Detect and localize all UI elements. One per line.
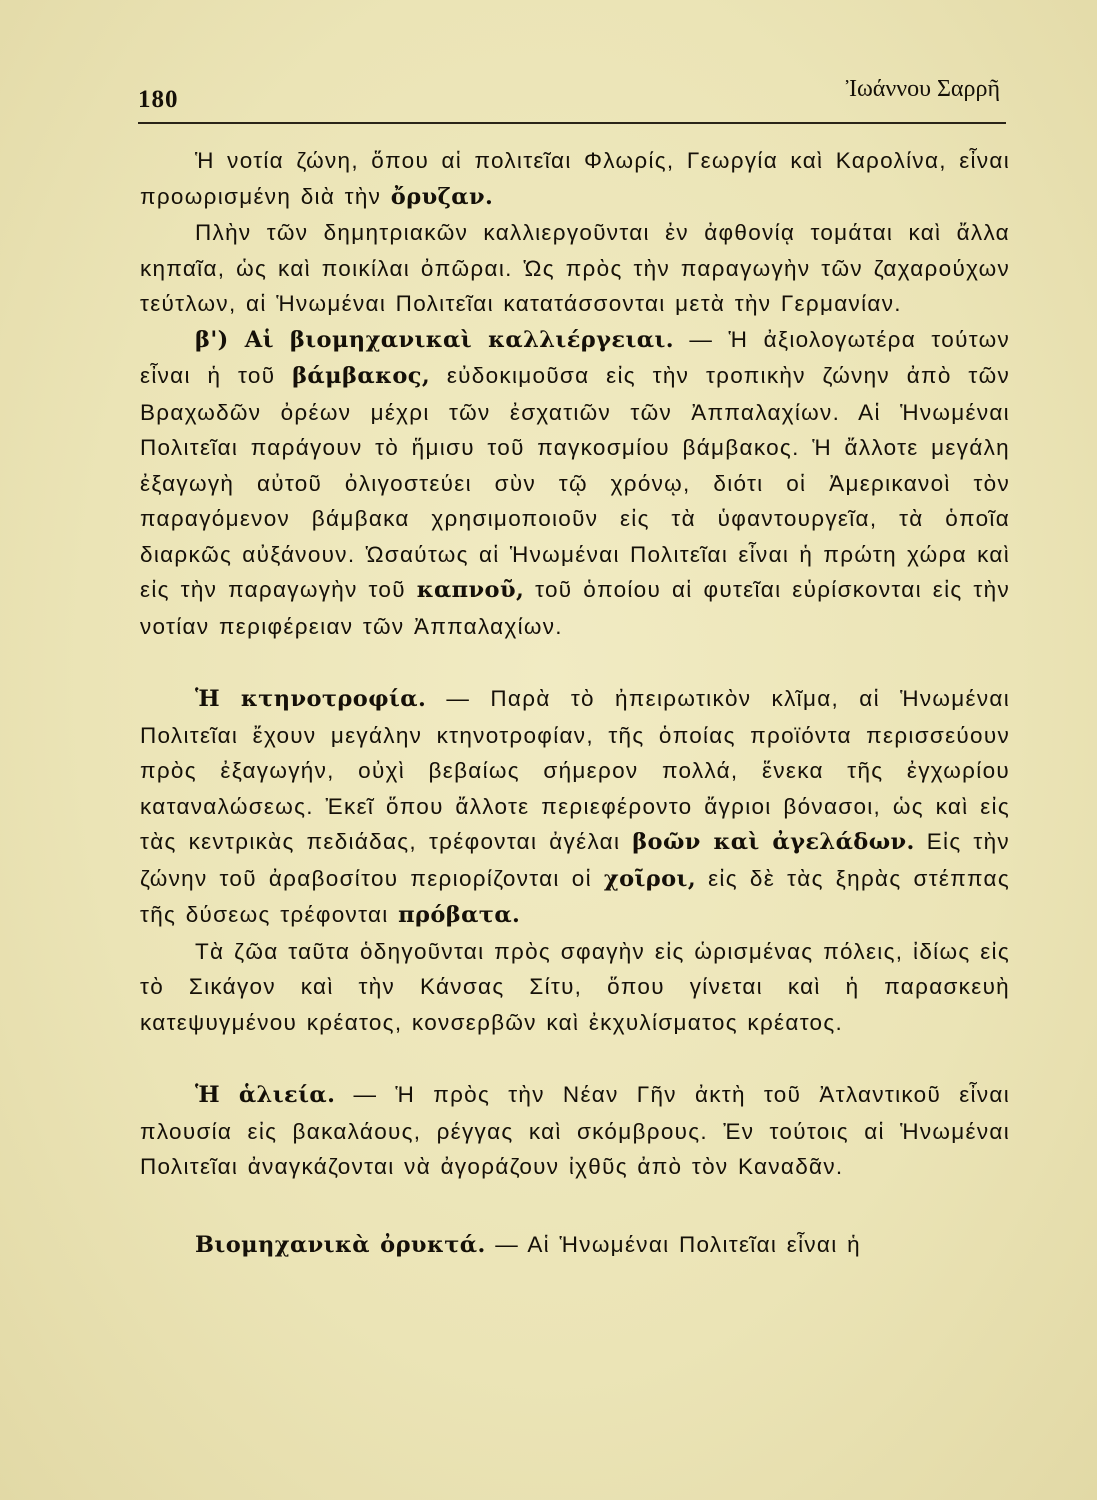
bold-term-cotton: βάμβακος, xyxy=(292,363,431,389)
page-number: 180 xyxy=(138,86,179,113)
paragraph-text: τοῦ ὁποίου αἱ φυτεῖαι εὑρίσκονται εἰς τὴν νοτίαν περιφέρειαν τῶν Ἀππαλαχίων. xyxy=(140,577,1010,639)
paragraph-text: Ἡ νοτία ζώνη, ὅπου αἱ πολιτεῖαι Φλωρίς, Γεωργία καὶ Καρολίνα, εἶναι προωρισμένη διὰ τὴν xyxy=(140,148,1010,209)
running-head: Ἰωάννου Σαρρῆ xyxy=(845,76,1000,102)
body-text xyxy=(140,143,1010,1263)
paragraph-text: — Παρὰ τὸ ἠπειρωτικὸν κλῖμα, αἱ Ἡνωμέναι Πολιτεῖαι ἔχουν μεγάλην κτηνοτροφίαν, τῆς ὁποίας προϊόντα περισσεύουν πρὸς ἐξαγωγήν, οὐχὶ βεβαίως σήμερον πολλά, ἕνεκα τῆς ἐγχωρίου καταναλώσεως. Ἐκεῖ ὅπου ἄλλοτε περιεφέροντο ἄγριοι βόνασοι, ὡς καὶ εἰς τὰς κεντρικὰς πεδιάδας, τρέφονται ἀγέλαι xyxy=(140,686,1010,854)
paragraph-text: Εἰς τὴν ζώνην τοῦ ἀραβοσίτου περιορίζονται οἱ xyxy=(140,829,1010,891)
paragraph-minerals xyxy=(140,1227,1010,1264)
section-heading-fishing: Ἡ ἁλιεία. xyxy=(195,1082,336,1108)
section-heading-minerals: Βιομηχανικὰ ὀρυκτά. xyxy=(195,1231,486,1258)
bold-term-cattle: βοῶν καὶ ἀγελάδων. xyxy=(632,829,915,855)
paragraph-text: εἰς δὲ τὰς ξηρὰς στέππας τῆς δύσεως τρέφονται xyxy=(140,865,1010,927)
paragraph-meat-processing xyxy=(140,934,1010,1041)
bold-term-rice: ὄρυζαν. xyxy=(390,183,494,210)
section-heading-industrial-crops: β') Αἱ βιομηχανικαὶ καλλιέργειαι. xyxy=(195,326,675,353)
section-heading-livestock: Ἡ κτηνοτροφία. xyxy=(195,686,427,712)
paragraph-text: — Αἱ Ἡνωμέναι Πολιτεῖαι εἶναι ἡ xyxy=(485,1231,861,1257)
paragraph-rice xyxy=(140,143,1010,215)
bold-term-pigs: χοῖροι, xyxy=(603,865,697,892)
paragraph-industrial-crops xyxy=(140,322,1010,645)
paragraph-vegetables xyxy=(140,215,1010,322)
paragraph-livestock xyxy=(140,681,1010,934)
paragraph-text: εὐδοκιμοῦσα εἰς τὴν τροπικὴν ζώνην ἀπὸ τῶν Βραχωδῶν ὀρέων μέχρι τῶν ἐσχατιῶν τῶν Ἀππαλαχίων. Αἱ Ἡνωμέναι Πολιτεῖαι παράγουν τὸ ἥμισυ τοῦ παγκοσμίου βάμβακος. Ἡ ἄλλοτε μεγάλη ἐξαγωγὴ αὐτοῦ ὀλιγοστεύει σὺν τῷ χρόνῳ, διότι οἱ Ἀμερικανοὶ τὸν παραγόμενον βάμβακα χρησιμοποιοῦν εἰς τὰ ὑφαντουργεῖα, τὰ ὁποῖα διαρκῶς αὐξάνουν. Ὡσαύτως αἱ Ἡνωμέναι Πολιτεῖαι εἶναι ἡ πρώτη χώρα καὶ εἰς τὴν παραγωγὴν τοῦ xyxy=(140,363,1010,602)
bold-term-tobacco: καπνοῦ, xyxy=(416,577,525,603)
paragraph-text: Πλὴν τῶν δημητριακῶν καλλιεργοῦνται ἐν ἀφθονίᾳ τομάται καὶ ἄλλα κηπαῖα, ὡς καὶ ποικίλαι ὀπῶραι. Ὡς πρὸς τὴν παραγωγὴν τῶν ζαχαρούχων τεύτλων, αἱ Ἡνωμέναι Πολιτεῖαι κατατάσσονται μετὰ τὴν Γερμανίαν. xyxy=(140,220,1010,316)
paragraph-fishing xyxy=(140,1077,1010,1185)
header-rule xyxy=(138,122,1006,124)
paragraph-text: — Ἡ ἀξιολογωτέρα τούτων εἶναι ἡ τοῦ xyxy=(140,326,1010,388)
bold-term-sheep: πρόβατα. xyxy=(398,902,521,928)
paragraph-text: Τὰ ζῶα ταῦτα ὁδηγοῦνται πρὸς σφαγὴν εἰς ὡρισμένας πόλεις, ἰδίως εἰς τὸ Σικάγον καὶ τὴν Κάνσας Σίτυ, ὅπου γίνεται καὶ ἡ παρασκευὴ κατεψυγμένου κρέατος, κονσερβῶν καὶ ἐκχυλίσματος κρέατος. xyxy=(140,938,1010,1035)
paragraph-text: — Ἡ πρὸς τὴν Νέαν Γῆν ἀκτὴ τοῦ Ἀτλαντικοῦ εἶναι πλουσία εἰς βακαλάους, ρέγγας καὶ σκόμβρους. Ἐν τούτοις αἱ Ἡνωμέναι Πολιτεῖαι ἀναγκάζονται νὰ ἀγοράζουν ἰχθῦς ἀπὸ τὸν Καναδᾶν. xyxy=(140,1082,1010,1179)
